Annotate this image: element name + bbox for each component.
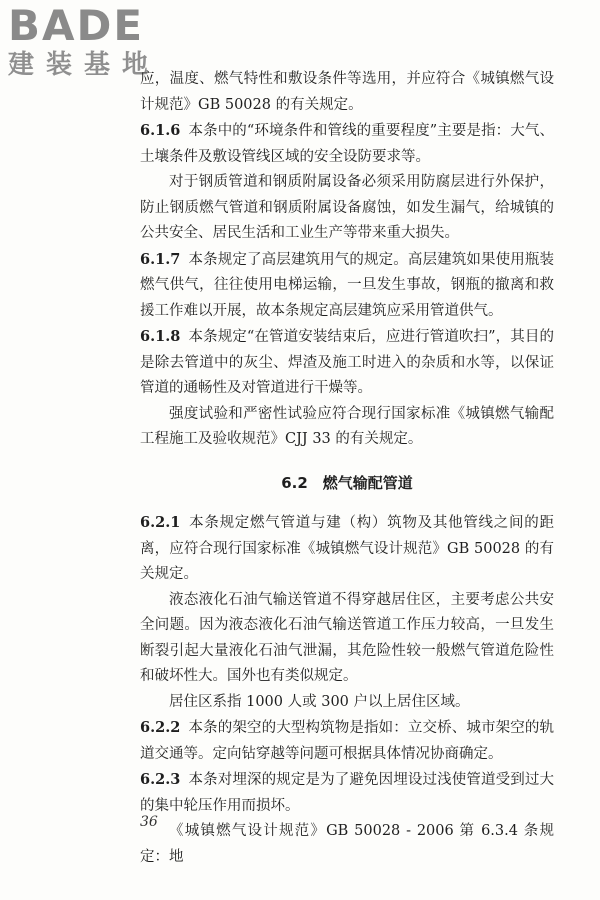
paragraph: 强度试验和严密性试验应符合现行国家标准《城镇燃气输配工程施工及验收规范》CJJ 33 的有关规定。	[140, 405, 554, 447]
paragraph: 应，温度、燃气特性和敷设条件等选用，并应符合《城镇燃气设计规范》GB 50028 的有关规定。	[140, 71, 554, 113]
article-6-1-8: 6.1.8 本条规定“在管道安装结束后，应进行管道吹扫”，其目的是除去管道中的灰尘、焊渣及施工时进入的杂质和水等，以保证管道的通畅性及对管道进行干燥等。	[140, 328, 554, 396]
article-6-1-6: 6.1.6 本条中的“环境条件和管线的重要程度”主要是指：大气、土壤条件及敷设管线区域的安全设防要求等。	[140, 122, 554, 165]
article-6-1-7: 6.1.7 本条规定了高层建筑用气的规定。高层建筑如果使用瓶装燃气供气，往往使用电梯运输，一旦发生事故，钢瓶的撤离和救援工作难以开展，故本条规定高层建筑应采用管道供气。	[140, 250, 554, 319]
watermark-brand: BADE	[8, 1, 145, 50]
article-6-2-1: 6.2.1 本条规定燃气管道与建（构）筑物及其他管线之间的距离，应符合现行国家标准《城镇燃气设计规范》GB 50028 的有关规定。	[140, 514, 554, 582]
page-number: 36	[140, 814, 158, 830]
paragraph: 《城镇燃气设计规范》GB 50028 - 2006 第 6.3.4 条规定：地	[140, 823, 554, 865]
paragraph: 对于钢质管道和钢质附属设备必须采用防腐层进行外保护，防止钢质燃气管道和钢质附属设备腐蚀，如发生漏气，给城镇的公共安全、居民生活和工业生产等带来重大损失。	[140, 174, 554, 241]
article-number: 6.1.7	[140, 250, 181, 268]
paragraph: 液态液化石油气输送管道不得穿越居住区，主要考虑公共安全问题。因为液态液化石油气输送管道工作压力较高，一旦发生断裂引起大量液化石油气泄漏，其危险性较一般燃气管道危险性和破坏性大。国外也有类似规定。	[140, 591, 554, 684]
watermark-logo	[8, 1, 161, 80]
paragraph: 居住区系指 1000 人或 300 户以上居住区域。	[169, 693, 470, 710]
article-number: 6.2.3	[140, 771, 181, 788]
document-body	[140, 67, 554, 870]
article-number: 6.1.8	[140, 328, 181, 345]
article-number: 6.2.1	[140, 514, 181, 531]
article-6-2-2: 6.2.2 本条的架空的大型构筑物是指如：立交桥、城市架空的轨道交通等。定向钻穿越等问题可根据具体情况协商确定。	[140, 719, 554, 762]
article-number: 6.2.2	[140, 719, 181, 736]
article-number: 6.1.6	[140, 122, 181, 139]
watermark-subtitle: 建装基地	[8, 50, 161, 80]
article-6-2-3: 6.2.3 本条对埋深的规定是为了避免因埋设过浅使管道受到过大的集中轮压作用而损坏。	[140, 771, 554, 814]
section-title: 6.2 燃气输配管道	[281, 473, 413, 492]
